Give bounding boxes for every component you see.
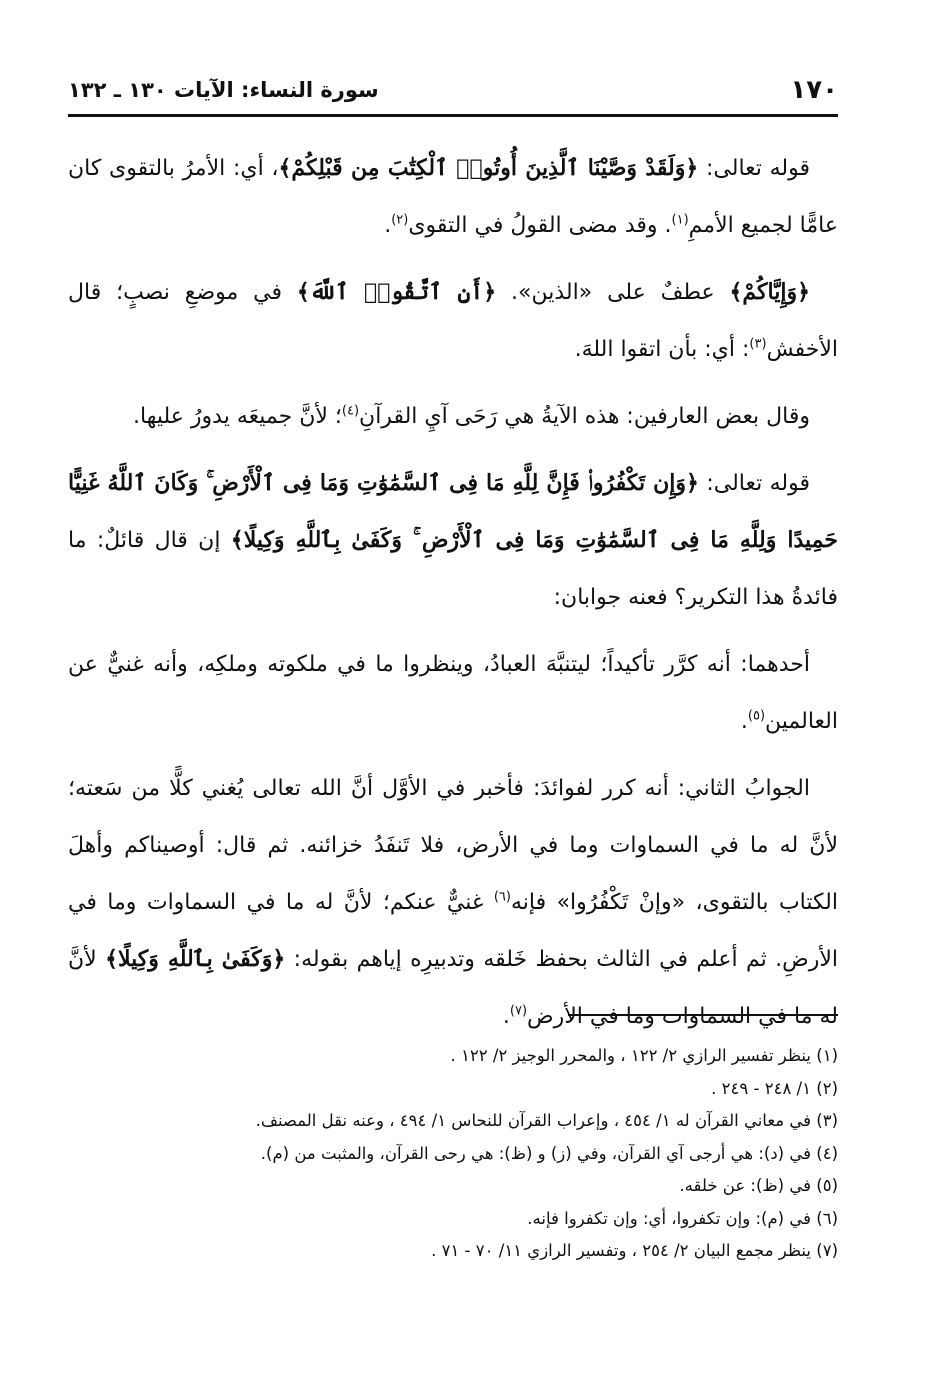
verse-close-bracket: ﴾ [729, 280, 743, 305]
paragraph-1-end: . [384, 213, 392, 238]
footnote-ref: (٢) [391, 212, 409, 228]
verse-open-bracket: ﴿ [685, 156, 699, 181]
footnote-6: (٦) في (م): وإن تكفروا، أي: وإن تكفروا فإنه. [527, 1208, 838, 1228]
footnotes [68, 1040, 838, 1268]
footnote-7: (٧) ينظر مجمع البيان ٢/ ٢٥٤ ، وتفسير الرازي ١١/ ٧٠ - ٧١ . [431, 1241, 838, 1260]
quran-verse: وَإِن تَكْفُرُوا۟ فَإِنَّ لِلَّهِ مَا فِى ٱلسَّمَٰوَٰتِ وَمَا فِى ٱلْأَرْضِ ۚ وَكَانَ ٱللَّهُ غَنِيًّا حَمِيدًا وَلِلَّهِ مَا فِى ٱلسَّمَٰوَٰتِ وَمَا فِى ٱلْأَرْضِ ۚ وَكَفَىٰ بِٱللَّهِ وَكِيلًا [68, 470, 838, 553]
paragraph-3-end: ؛ لأنَّ جميعَه يدورُ عليها. [133, 404, 342, 429]
page-number: ١٧٠ [790, 75, 838, 105]
page-header [68, 70, 838, 110]
footnote-4: (٤) في (د): هي أرجى آي القرآن، وفي (ز) و (ظ): هي رحى القرآن، والمثبت من (م). [260, 1143, 838, 1163]
footnote-ref: (٦) [493, 889, 511, 905]
footnote-ref: (٤) [341, 403, 360, 419]
paragraph-2-text: في موضعِ نصبٍ؛ قال الأخفش [68, 280, 838, 362]
paragraph-3-text: وقال بعض العارفين: هذه الآيةُ هي رَحَى آيِ القرآنِ [359, 404, 810, 429]
paragraph-3 [68, 388, 838, 445]
verse-open-bracket: ﴿ [272, 947, 286, 972]
paragraph-4 [68, 455, 838, 626]
header-rule [68, 114, 838, 117]
quran-verse: أَنِ ٱتَّقُوا۟ ٱللَّهَ [309, 279, 484, 305]
paragraph-2 [68, 264, 838, 378]
paragraph-5 [68, 636, 838, 750]
footnote-2: (٢) ١/ ٢٤٨ - ٢٤٩ . [711, 1078, 838, 1098]
footnote-1: (١) ينظر تفسير الرازي ٢/ ١٢٢ ، والمحرر الوجيز ٢/ ١٢٢ . [450, 1046, 838, 1065]
main-text [68, 140, 838, 1055]
paragraph-4-intro: قوله تعالى: [698, 471, 810, 496]
paragraph-1 [68, 140, 838, 254]
footnote-ref: (٥) [747, 708, 766, 724]
paragraph-5-end: . [740, 709, 748, 734]
verse-open-bracket: ﴿ [797, 280, 810, 305]
verse-close-bracket: ﴾ [230, 528, 244, 553]
paragraph-2-end: : أي: بأن اتقوا اللهَ. [574, 337, 750, 362]
paragraph-1-intro: قوله تعالى: [698, 156, 810, 181]
paragraph-6-text: الجوابُ الثاني: أنه كرر لفوائدَ: فأخبر في الأوَّل أنَّ الله تعالى يُغني كلًّا من سَعته؛ لأنَّ له ما في السماوات وما في الأرض، فلا تَنفَدُ خزائنه. ثم قال: أوصيناكم وأهلَ الكتاب بالتقوى، «وإنْ تَكْفُرُوا» فإنه [68, 776, 838, 915]
footnote-ref: (١) [671, 212, 689, 228]
quran-verse: وَإِيَّاكُمْ [742, 279, 798, 305]
paragraph-2-text: عطفٌ على «الذين». [496, 280, 730, 305]
verse-close-bracket: ﴾ [278, 156, 292, 181]
quran-verse: وَكَفَىٰ بِٱللَّهِ وَكِيلًا [118, 946, 273, 972]
verse-open-bracket: ﴿ [483, 280, 497, 305]
paragraph-6 [68, 760, 838, 1045]
paragraph-6-end: . [502, 1004, 510, 1029]
paragraph-1-text: ، أي: الأمرُ بالتقوى كان عامًّا لجميع الأممِ [68, 156, 838, 238]
verse-close-bracket: ﴾ [105, 947, 118, 972]
footnote-ref: (٧) [509, 1003, 528, 1019]
paragraph-4-end: إن قال قائلٌ: ما فائدةُ هذا التكرير؟ فعنه جوابان: [68, 528, 838, 610]
footnote-separator [568, 1014, 838, 1016]
paragraph-6-text: غنيٌّ عنكم؛ لأنَّ له ما في السماوات وما في الأرضِ. ثم أعلم في الثالث بحفظ خَلقه وتدبيرِه إياهم بقوله: [68, 890, 839, 972]
verse-close-bracket: ﴾ [296, 280, 310, 305]
quran-verse: وَلَقَدْ وَصَّيْنَا ٱلَّذِينَ أُوتُوا۟ ٱلْكِتَٰبَ مِن قَبْلِكُمْ [291, 155, 686, 181]
paragraph-6-text: لأنَّ له ما في السماوات وما في الأرض [68, 947, 838, 1029]
footnote-ref: (٣) [749, 336, 767, 352]
footnote-3: (٣) في معاني القرآن له ١/ ٤٥٤ ، وإعراب القرآن للنحاس ١/ ٤٩٤ ، وعنه نقل المصنف. [255, 1111, 838, 1130]
paragraph-5-text: أحدهما: أنه كرَّر تأكيداً؛ ليتنبَّهَ العبادُ، وينظروا ما في ملكوته وملكِه، وأنه غنيٌّ عن العالمين [68, 652, 838, 734]
footnote-5: (٥) في (ظ): عن خلقه. [679, 1176, 838, 1195]
verse-open-bracket: ﴿ [686, 471, 699, 496]
running-title: سورة النساء: الآيات ١٣٠ ـ ١٣٢ [68, 78, 379, 102]
paragraph-1-tail: . وقد مضى القولُ في التقوى [408, 213, 672, 238]
